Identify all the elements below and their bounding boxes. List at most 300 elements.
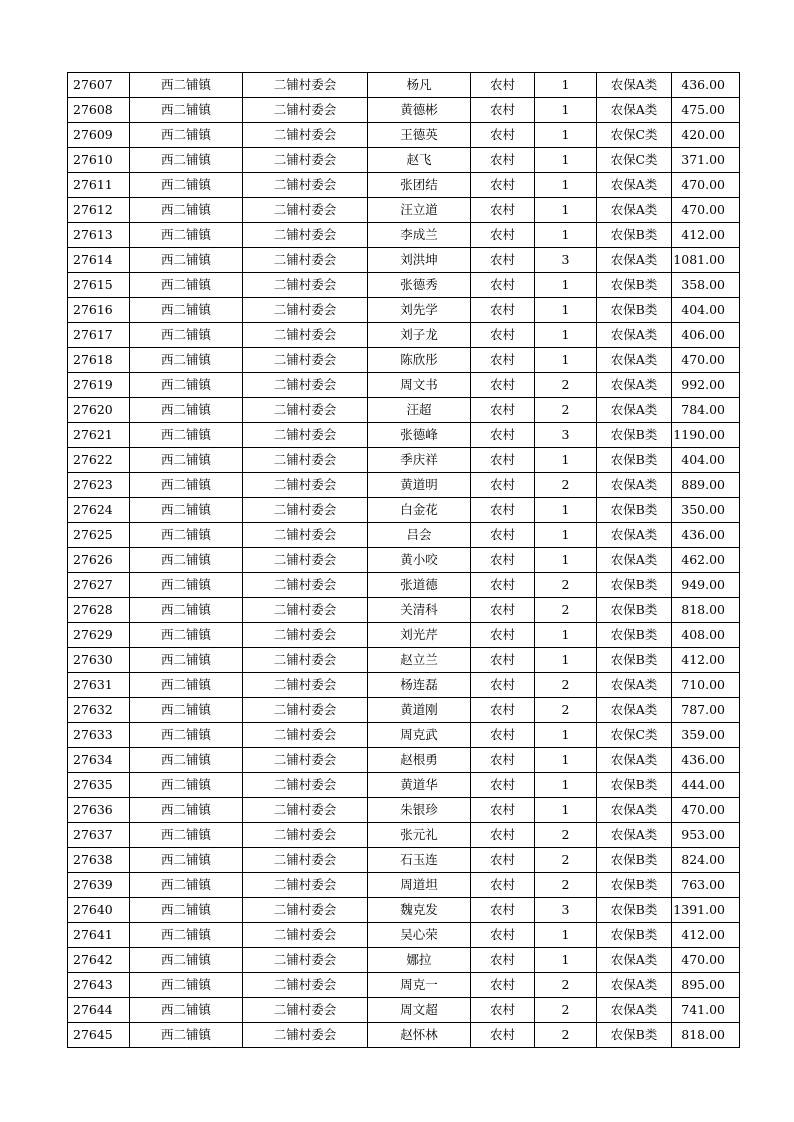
- cell-area-type: 农村: [471, 148, 535, 173]
- cell-household-count: 2: [535, 398, 597, 423]
- cell-amount: 412.00: [672, 223, 740, 248]
- cell-village-committee: 二铺村委会: [243, 398, 368, 423]
- table-row: [68, 73, 740, 98]
- cell-area-type: 农村: [471, 773, 535, 798]
- table-row: [68, 698, 740, 723]
- cell-village-committee: 二铺村委会: [243, 323, 368, 348]
- cell-person-name: 刘子龙: [368, 323, 471, 348]
- cell-record-id: 27642: [68, 948, 130, 973]
- cell-town: 西二铺镇: [130, 223, 243, 248]
- cell-insurance-category: 农保A类: [597, 348, 672, 373]
- cell-town: 西二铺镇: [130, 448, 243, 473]
- benefit-table: [67, 72, 740, 1048]
- cell-insurance-category: 农保B类: [597, 623, 672, 648]
- cell-person-name: 黄道刚: [368, 698, 471, 723]
- cell-household-count: 2: [535, 823, 597, 848]
- cell-record-id: 27614: [68, 248, 130, 273]
- cell-record-id: 27628: [68, 598, 130, 623]
- cell-record-id: 27612: [68, 198, 130, 223]
- cell-area-type: 农村: [471, 298, 535, 323]
- cell-record-id: 27620: [68, 398, 130, 423]
- table-row: [68, 548, 740, 573]
- cell-record-id: 27610: [68, 148, 130, 173]
- cell-amount: 992.00: [672, 373, 740, 398]
- cell-amount: 889.00: [672, 473, 740, 498]
- cell-amount: 404.00: [672, 298, 740, 323]
- cell-record-id: 27633: [68, 723, 130, 748]
- cell-area-type: 农村: [471, 123, 535, 148]
- cell-area-type: 农村: [471, 523, 535, 548]
- cell-person-name: 季庆祥: [368, 448, 471, 473]
- cell-amount: 358.00: [672, 273, 740, 298]
- table-row: [68, 98, 740, 123]
- table-row: [68, 373, 740, 398]
- cell-amount: 470.00: [672, 948, 740, 973]
- cell-person-name: 张道德: [368, 573, 471, 598]
- cell-person-name: 杨连磊: [368, 673, 471, 698]
- cell-record-id: 27631: [68, 673, 130, 698]
- cell-village-committee: 二铺村委会: [243, 148, 368, 173]
- cell-household-count: 1: [535, 623, 597, 648]
- cell-person-name: 刘先学: [368, 298, 471, 323]
- cell-amount: 949.00: [672, 573, 740, 598]
- cell-town: 西二铺镇: [130, 748, 243, 773]
- table-row: [68, 598, 740, 623]
- cell-area-type: 农村: [471, 748, 535, 773]
- cell-record-id: 27636: [68, 798, 130, 823]
- cell-village-committee: 二铺村委会: [243, 923, 368, 948]
- cell-record-id: 27630: [68, 648, 130, 673]
- cell-area-type: 农村: [471, 923, 535, 948]
- cell-insurance-category: 农保B类: [597, 498, 672, 523]
- cell-amount: 412.00: [672, 923, 740, 948]
- cell-household-count: 3: [535, 898, 597, 923]
- cell-village-committee: 二铺村委会: [243, 248, 368, 273]
- cell-amount: 1190.00: [672, 423, 740, 448]
- cell-village-committee: 二铺村委会: [243, 673, 368, 698]
- cell-person-name: 刘洪坤: [368, 248, 471, 273]
- cell-insurance-category: 农保B类: [597, 598, 672, 623]
- cell-area-type: 农村: [471, 548, 535, 573]
- cell-household-count: 1: [535, 98, 597, 123]
- cell-person-name: 赵怀林: [368, 1023, 471, 1048]
- cell-insurance-category: 农保A类: [597, 73, 672, 98]
- table-row: [68, 498, 740, 523]
- cell-village-committee: 二铺村委会: [243, 873, 368, 898]
- cell-record-id: 27644: [68, 998, 130, 1023]
- cell-person-name: 周文书: [368, 373, 471, 398]
- cell-person-name: 吴心荣: [368, 923, 471, 948]
- cell-area-type: 农村: [471, 173, 535, 198]
- table-row: [68, 298, 740, 323]
- cell-amount: 420.00: [672, 123, 740, 148]
- cell-household-count: 1: [535, 948, 597, 973]
- cell-insurance-category: 农保C类: [597, 148, 672, 173]
- table-row: [68, 848, 740, 873]
- cell-town: 西二铺镇: [130, 773, 243, 798]
- table-row: [68, 673, 740, 698]
- cell-amount: 1391.00: [672, 898, 740, 923]
- cell-area-type: 农村: [471, 423, 535, 448]
- cell-insurance-category: 农保A类: [597, 748, 672, 773]
- cell-household-count: 2: [535, 473, 597, 498]
- cell-town: 西二铺镇: [130, 523, 243, 548]
- cell-area-type: 农村: [471, 623, 535, 648]
- cell-record-id: 27625: [68, 523, 130, 548]
- cell-household-count: 1: [535, 448, 597, 473]
- cell-record-id: 27607: [68, 73, 130, 98]
- cell-amount: 470.00: [672, 798, 740, 823]
- cell-insurance-category: 农保B类: [597, 923, 672, 948]
- cell-town: 西二铺镇: [130, 123, 243, 148]
- cell-area-type: 农村: [471, 998, 535, 1023]
- table-row: [68, 123, 740, 148]
- cell-village-committee: 二铺村委会: [243, 798, 368, 823]
- cell-area-type: 农村: [471, 573, 535, 598]
- cell-insurance-category: 农保B类: [597, 1023, 672, 1048]
- cell-household-count: 2: [535, 373, 597, 398]
- cell-town: 西二铺镇: [130, 823, 243, 848]
- cell-area-type: 农村: [471, 273, 535, 298]
- cell-area-type: 农村: [471, 898, 535, 923]
- cell-household-count: 1: [535, 123, 597, 148]
- cell-village-committee: 二铺村委会: [243, 298, 368, 323]
- cell-household-count: 1: [535, 923, 597, 948]
- cell-record-id: 27641: [68, 923, 130, 948]
- cell-record-id: 27627: [68, 573, 130, 598]
- cell-village-committee: 二铺村委会: [243, 348, 368, 373]
- cell-record-id: 27619: [68, 373, 130, 398]
- cell-amount: 710.00: [672, 673, 740, 698]
- cell-record-id: 27611: [68, 173, 130, 198]
- cell-village-committee: 二铺村委会: [243, 198, 368, 223]
- cell-town: 西二铺镇: [130, 373, 243, 398]
- cell-insurance-category: 农保A类: [597, 398, 672, 423]
- cell-person-name: 张德秀: [368, 273, 471, 298]
- table-row: [68, 798, 740, 823]
- cell-household-count: 3: [535, 248, 597, 273]
- cell-insurance-category: 农保B类: [597, 898, 672, 923]
- cell-insurance-category: 农保A类: [597, 948, 672, 973]
- cell-person-name: 白金花: [368, 498, 471, 523]
- cell-person-name: 关清科: [368, 598, 471, 623]
- table-row: [68, 323, 740, 348]
- cell-amount: 436.00: [672, 748, 740, 773]
- cell-town: 西二铺镇: [130, 573, 243, 598]
- cell-amount: 824.00: [672, 848, 740, 873]
- cell-amount: 818.00: [672, 598, 740, 623]
- cell-household-count: 1: [535, 73, 597, 98]
- cell-town: 西二铺镇: [130, 548, 243, 573]
- cell-household-count: 1: [535, 523, 597, 548]
- cell-amount: 470.00: [672, 173, 740, 198]
- cell-area-type: 农村: [471, 248, 535, 273]
- cell-record-id: 27635: [68, 773, 130, 798]
- table-row: [68, 648, 740, 673]
- table-row: [68, 473, 740, 498]
- cell-area-type: 农村: [471, 1023, 535, 1048]
- cell-household-count: 1: [535, 173, 597, 198]
- cell-village-committee: 二铺村委会: [243, 998, 368, 1023]
- cell-record-id: 27608: [68, 98, 130, 123]
- cell-amount: 953.00: [672, 823, 740, 848]
- cell-town: 西二铺镇: [130, 873, 243, 898]
- cell-insurance-category: 农保A类: [597, 798, 672, 823]
- cell-town: 西二铺镇: [130, 973, 243, 998]
- cell-insurance-category: 农保A类: [597, 698, 672, 723]
- table-row: [68, 1023, 740, 1048]
- cell-village-committee: 二铺村委会: [243, 373, 368, 398]
- cell-area-type: 农村: [471, 348, 535, 373]
- cell-insurance-category: 农保A类: [597, 248, 672, 273]
- cell-amount: 444.00: [672, 773, 740, 798]
- cell-amount: 404.00: [672, 448, 740, 473]
- cell-record-id: 27638: [68, 848, 130, 873]
- cell-record-id: 27609: [68, 123, 130, 148]
- cell-person-name: 陈欣彤: [368, 348, 471, 373]
- cell-village-committee: 二铺村委会: [243, 98, 368, 123]
- cell-area-type: 农村: [471, 823, 535, 848]
- table-row: [68, 973, 740, 998]
- cell-person-name: 张元礼: [368, 823, 471, 848]
- cell-town: 西二铺镇: [130, 1023, 243, 1048]
- cell-town: 西二铺镇: [130, 698, 243, 723]
- cell-amount: 741.00: [672, 998, 740, 1023]
- table-row: [68, 948, 740, 973]
- cell-area-type: 农村: [471, 973, 535, 998]
- cell-person-name: 王德英: [368, 123, 471, 148]
- cell-village-committee: 二铺村委会: [243, 273, 368, 298]
- cell-record-id: 27617: [68, 323, 130, 348]
- cell-person-name: 张团结: [368, 173, 471, 198]
- cell-village-committee: 二铺村委会: [243, 423, 368, 448]
- cell-household-count: 2: [535, 973, 597, 998]
- cell-town: 西二铺镇: [130, 298, 243, 323]
- cell-amount: 475.00: [672, 98, 740, 123]
- cell-person-name: 朱银珍: [368, 798, 471, 823]
- cell-record-id: 27643: [68, 973, 130, 998]
- cell-town: 西二铺镇: [130, 473, 243, 498]
- cell-household-count: 2: [535, 698, 597, 723]
- cell-amount: 895.00: [672, 973, 740, 998]
- cell-amount: 436.00: [672, 73, 740, 98]
- cell-amount: 787.00: [672, 698, 740, 723]
- cell-amount: 470.00: [672, 198, 740, 223]
- table-row: [68, 148, 740, 173]
- cell-area-type: 农村: [471, 648, 535, 673]
- cell-area-type: 农村: [471, 698, 535, 723]
- cell-area-type: 农村: [471, 373, 535, 398]
- cell-record-id: 27616: [68, 298, 130, 323]
- cell-insurance-category: 农保A类: [597, 173, 672, 198]
- table-row: [68, 223, 740, 248]
- cell-amount: 763.00: [672, 873, 740, 898]
- cell-area-type: 农村: [471, 198, 535, 223]
- cell-town: 西二铺镇: [130, 173, 243, 198]
- cell-record-id: 27637: [68, 823, 130, 848]
- table-row: [68, 248, 740, 273]
- cell-town: 西二铺镇: [130, 498, 243, 523]
- cell-household-count: 1: [535, 723, 597, 748]
- cell-area-type: 农村: [471, 223, 535, 248]
- cell-amount: 350.00: [672, 498, 740, 523]
- cell-insurance-category: 农保A类: [597, 98, 672, 123]
- table-body: [68, 73, 740, 1048]
- cell-household-count: 1: [535, 323, 597, 348]
- cell-person-name: 娜拉: [368, 948, 471, 973]
- cell-town: 西二铺镇: [130, 148, 243, 173]
- table-row: [68, 423, 740, 448]
- table-row: [68, 898, 740, 923]
- cell-person-name: 吕会: [368, 523, 471, 548]
- cell-amount: 436.00: [672, 523, 740, 548]
- cell-record-id: 27622: [68, 448, 130, 473]
- cell-village-committee: 二铺村委会: [243, 523, 368, 548]
- table-row: [68, 823, 740, 848]
- cell-village-committee: 二铺村委会: [243, 848, 368, 873]
- cell-person-name: 刘光芹: [368, 623, 471, 648]
- cell-person-name: 黄道明: [368, 473, 471, 498]
- cell-area-type: 农村: [471, 798, 535, 823]
- cell-amount: 412.00: [672, 648, 740, 673]
- cell-insurance-category: 农保A类: [597, 323, 672, 348]
- cell-record-id: 27640: [68, 898, 130, 923]
- cell-person-name: 汪超: [368, 398, 471, 423]
- cell-amount: 371.00: [672, 148, 740, 173]
- cell-village-committee: 二铺村委会: [243, 548, 368, 573]
- cell-village-committee: 二铺村委会: [243, 498, 368, 523]
- cell-insurance-category: 农保B类: [597, 573, 672, 598]
- cell-insurance-category: 农保A类: [597, 673, 672, 698]
- cell-insurance-category: 农保B类: [597, 448, 672, 473]
- table-row: [68, 748, 740, 773]
- table-row: [68, 523, 740, 548]
- cell-record-id: 27634: [68, 748, 130, 773]
- cell-amount: 359.00: [672, 723, 740, 748]
- cell-village-committee: 二铺村委会: [243, 723, 368, 748]
- cell-town: 西二铺镇: [130, 648, 243, 673]
- cell-record-id: 27632: [68, 698, 130, 723]
- cell-village-committee: 二铺村委会: [243, 173, 368, 198]
- cell-village-committee: 二铺村委会: [243, 748, 368, 773]
- cell-household-count: 2: [535, 848, 597, 873]
- cell-insurance-category: 农保A类: [597, 473, 672, 498]
- cell-person-name: 黄小咬: [368, 548, 471, 573]
- cell-household-count: 2: [535, 1023, 597, 1048]
- cell-village-committee: 二铺村委会: [243, 123, 368, 148]
- cell-insurance-category: 农保C类: [597, 723, 672, 748]
- cell-village-committee: 二铺村委会: [243, 648, 368, 673]
- cell-record-id: 27629: [68, 623, 130, 648]
- cell-amount: 406.00: [672, 323, 740, 348]
- cell-record-id: 27618: [68, 348, 130, 373]
- cell-household-count: 1: [535, 223, 597, 248]
- cell-household-count: 1: [535, 548, 597, 573]
- cell-record-id: 27645: [68, 1023, 130, 1048]
- cell-town: 西二铺镇: [130, 348, 243, 373]
- cell-insurance-category: 农保A类: [597, 548, 672, 573]
- cell-village-committee: 二铺村委会: [243, 948, 368, 973]
- cell-amount: 818.00: [672, 1023, 740, 1048]
- cell-amount: 470.00: [672, 348, 740, 373]
- cell-area-type: 农村: [471, 73, 535, 98]
- cell-person-name: 周道坦: [368, 873, 471, 898]
- cell-village-committee: 二铺村委会: [243, 698, 368, 723]
- cell-person-name: 黄德彬: [368, 98, 471, 123]
- cell-amount: 408.00: [672, 623, 740, 648]
- cell-town: 西二铺镇: [130, 598, 243, 623]
- cell-town: 西二铺镇: [130, 248, 243, 273]
- cell-village-committee: 二铺村委会: [243, 473, 368, 498]
- cell-village-committee: 二铺村委会: [243, 73, 368, 98]
- cell-village-committee: 二铺村委会: [243, 573, 368, 598]
- cell-town: 西二铺镇: [130, 723, 243, 748]
- cell-person-name: 赵飞: [368, 148, 471, 173]
- cell-insurance-category: 农保B类: [597, 848, 672, 873]
- cell-town: 西二铺镇: [130, 798, 243, 823]
- cell-person-name: 石玉连: [368, 848, 471, 873]
- cell-insurance-category: 农保B类: [597, 648, 672, 673]
- cell-record-id: 27624: [68, 498, 130, 523]
- cell-household-count: 1: [535, 498, 597, 523]
- table-row: [68, 398, 740, 423]
- cell-person-name: 赵立兰: [368, 648, 471, 673]
- cell-area-type: 农村: [471, 473, 535, 498]
- cell-village-committee: 二铺村委会: [243, 773, 368, 798]
- cell-town: 西二铺镇: [130, 423, 243, 448]
- cell-insurance-category: 农保A类: [597, 973, 672, 998]
- cell-insurance-category: 农保B类: [597, 873, 672, 898]
- cell-village-committee: 二铺村委会: [243, 223, 368, 248]
- table-row: [68, 173, 740, 198]
- cell-area-type: 农村: [471, 948, 535, 973]
- cell-insurance-category: 农保B类: [597, 223, 672, 248]
- cell-village-committee: 二铺村委会: [243, 598, 368, 623]
- cell-household-count: 1: [535, 748, 597, 773]
- cell-person-name: 周文超: [368, 998, 471, 1023]
- cell-amount: 1081.00: [672, 248, 740, 273]
- cell-area-type: 农村: [471, 398, 535, 423]
- cell-record-id: 27613: [68, 223, 130, 248]
- cell-village-committee: 二铺村委会: [243, 1023, 368, 1048]
- cell-village-committee: 二铺村委会: [243, 623, 368, 648]
- cell-record-id: 27621: [68, 423, 130, 448]
- cell-insurance-category: 农保A类: [597, 523, 672, 548]
- cell-person-name: 汪立道: [368, 198, 471, 223]
- cell-record-id: 27626: [68, 548, 130, 573]
- cell-household-count: 1: [535, 148, 597, 173]
- cell-household-count: 1: [535, 798, 597, 823]
- cell-town: 西二铺镇: [130, 923, 243, 948]
- cell-insurance-category: 农保A类: [597, 998, 672, 1023]
- cell-area-type: 农村: [471, 848, 535, 873]
- table-row: [68, 723, 740, 748]
- cell-village-committee: 二铺村委会: [243, 448, 368, 473]
- cell-person-name: 魏克发: [368, 898, 471, 923]
- cell-village-committee: 二铺村委会: [243, 823, 368, 848]
- table-row: [68, 998, 740, 1023]
- cell-household-count: 1: [535, 298, 597, 323]
- cell-town: 西二铺镇: [130, 73, 243, 98]
- cell-area-type: 农村: [471, 323, 535, 348]
- cell-insurance-category: 农保C类: [597, 123, 672, 148]
- cell-amount: 784.00: [672, 398, 740, 423]
- cell-area-type: 农村: [471, 448, 535, 473]
- table-row: [68, 573, 740, 598]
- cell-town: 西二铺镇: [130, 98, 243, 123]
- cell-village-committee: 二铺村委会: [243, 973, 368, 998]
- cell-household-count: 2: [535, 573, 597, 598]
